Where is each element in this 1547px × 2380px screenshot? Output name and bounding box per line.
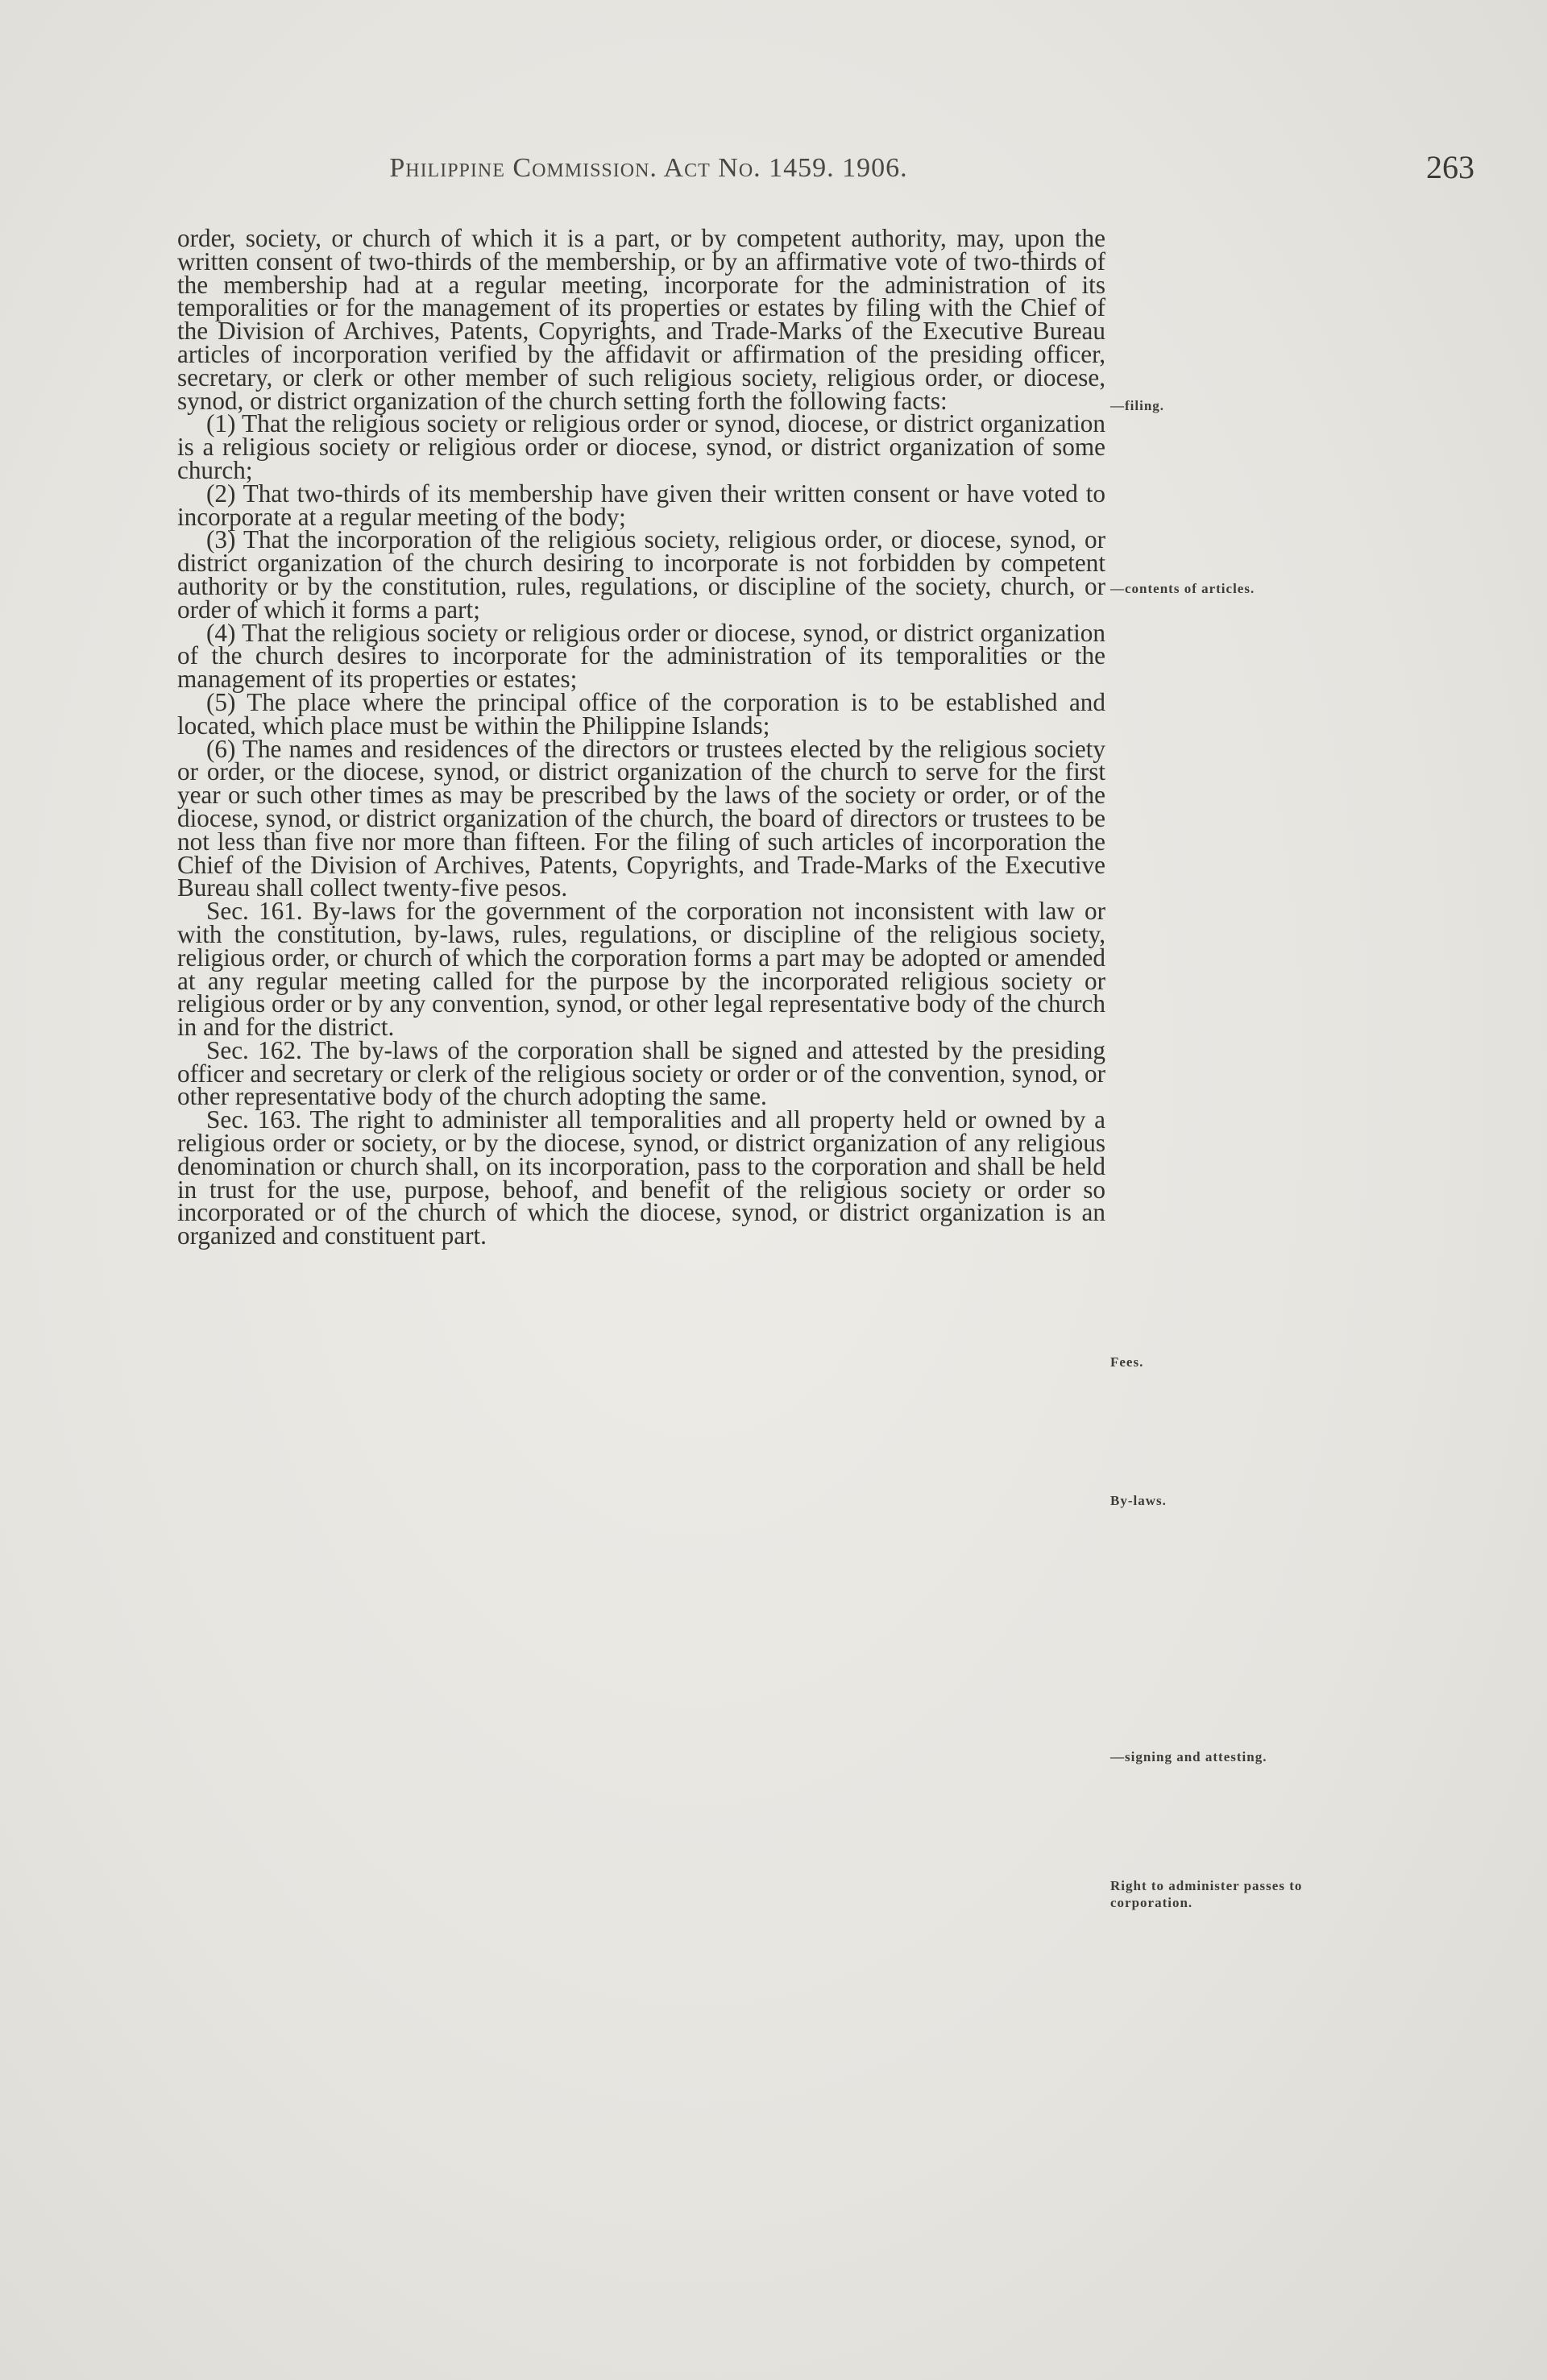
margin-note-signing-and-attesting: —signing and attesting. (1110, 1749, 1267, 1764)
paragraph-item-2: (2) That two-thirds of its membership have given their written consent or have voted to incorporate at a regular meeting of the body; (177, 479, 1105, 531)
margin-note-by-laws: By-laws. (1110, 1493, 1167, 1508)
paragraph-item-1: (1) That the religious society or religious order or synod, diocese, or district organization is a religious society or religious order or diocese, synod, or district organization of some church; (177, 409, 1105, 484)
paragraph-item-5: (5) The place where the principal office of the corporation is to be established and located, which place must be within the Philippine Islands; (177, 687, 1105, 740)
margin-note-right-to-administer: Right to administer passes to corporation. (1110, 1878, 1303, 1910)
paragraph-item-6: (6) The names and residences of the directors or trustees elected by the religious society or order, or the diocese, synod, or district organization of the church to serve for the first year or such other times as may be prescribed by the laws of the society or order, or of the diocese, synod, or district organization of the church, the board of directors or trustees to be not less than five nor more than fifteen. For the filing of such articles of incorporation the Chief of the Division of Archives, Patents, Copyrights, and Trade-Marks of the Executive Bureau shall collect twenty-five pesos. (177, 734, 1105, 902)
paragraph-sec-163: Sec. 163. The right to administer all temporalities and all property held or owned by a religious order or society, or by the diocese, synod, or district organization of any religious denomination or church shall, on its incorporation, pass to the corporation and shall be held in trust for the use, purpose, behoof, and benefit of the religious society or order so incorporated or of the church of which the diocese, synod, or district organization is an organized and constituent part. (177, 1105, 1105, 1250)
paragraph-item-3: (3) That the incorporation of the religious society, religious order, or diocese, synod, or district organization of the church desiring to incorporate is not forbidden by competent authority or by the constitution, rules, regulations, or discipline of the society, church, or order of which it forms a part; (177, 525, 1105, 624)
margin-note-filing: —filing. (1110, 398, 1165, 413)
running-head: Philippine Commission. Act No. 1459. 1906. (389, 153, 908, 183)
page-header (153, 149, 1474, 193)
margin-note-contents-of-articles: —contents of articles. (1110, 581, 1255, 596)
paragraph-intro: order, society, or church of which it is a part, or by competent authority, may, upon the written consent of two-thirds of the membership, or by an affirmative vote of two-thirds of the membership had at a regular meeting, incorporate for the administration of its temporalities or for the management of its properties or estates by filing with the Chief of the Division of Archives, Patents, Copyrights, and Trade-Marks of the Executive Bureau articles of incorporation verified by the affidavit or affirmation of the presiding officer, secretary, or clerk or other member of such religious society, religious order, or diocese, synod, or district organization of the church setting forth the following facts: (177, 224, 1105, 415)
paragraph-sec-162: Sec. 162. The by-laws of the corporation shall be signed and attested by the presiding officer and secretary or clerk of the religious society or order or of the convention, synod, or other representative body of the church adopting the same. (177, 1035, 1105, 1111)
body-text (177, 224, 1105, 1250)
paragraph-item-4: (4) That the religious society or religious order or diocese, synod, or district organization of the church desires to incorporate for the administration of its temporalities or the management of its properties or estates; (177, 618, 1105, 694)
paragraph-sec-161: Sec. 161. By-laws for the government of the corporation not inconsistent with law or with the constitution, by-laws, rules, regulations, or discipline of the religious society, religious order, or church of which the corporation forms a part may be adopted or amended at any regular meeting called for the purpose by the incorporated religious society or religious order or by any convention, synod, or other legal representative body of the church in and for the district. (177, 897, 1105, 1042)
page-number: 263 (1426, 149, 1474, 185)
margin-note-fees: Fees. (1110, 1354, 1144, 1370)
